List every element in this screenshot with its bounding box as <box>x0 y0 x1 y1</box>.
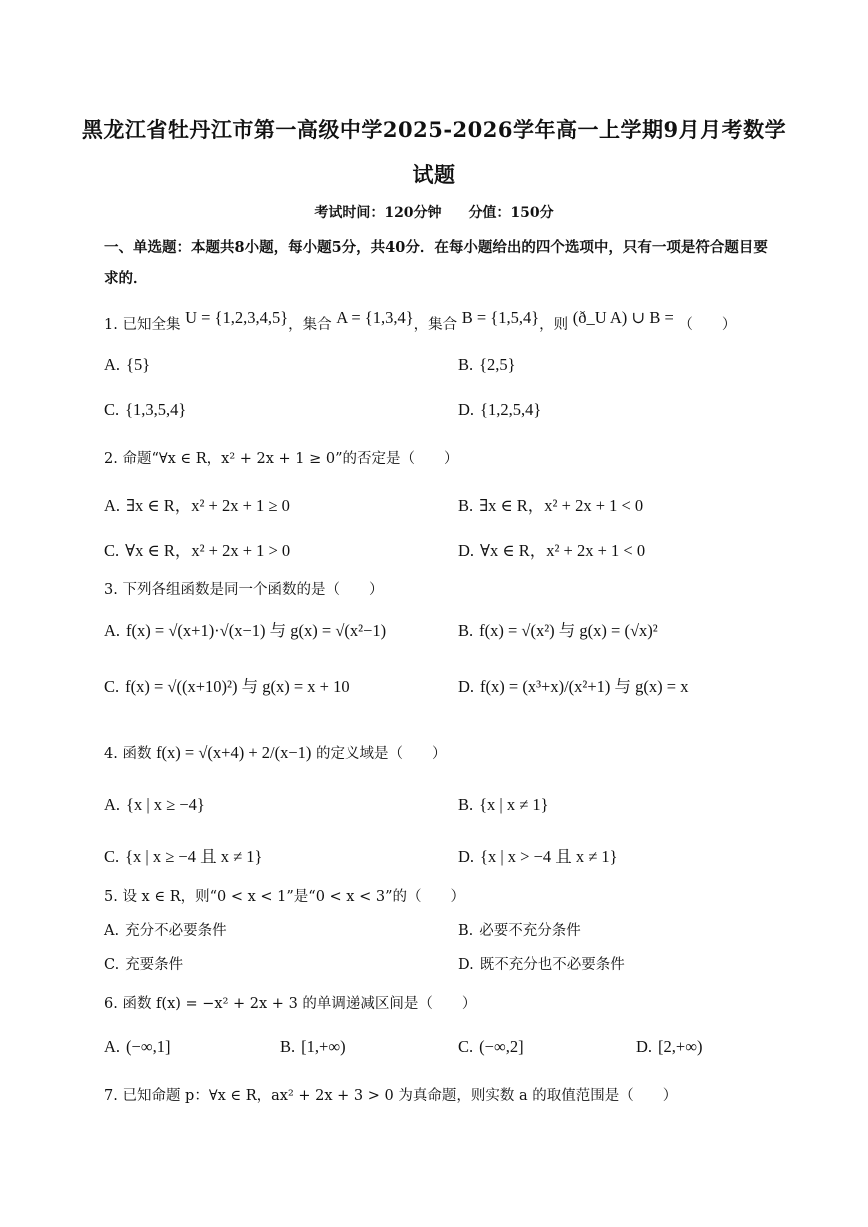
option-b: B. 必要不充分条件 <box>458 923 581 939</box>
option-a: A. 充分不必要条件 <box>104 923 227 939</box>
option-b: B. [1,+∞) <box>280 1037 346 1056</box>
option-value: {5} <box>126 355 151 374</box>
question-number: 4. <box>104 746 118 762</box>
option-c: C. 充要条件 <box>104 957 184 973</box>
option-b: B. f(x) = √(x²) 与 g(x) = (√x)² <box>458 621 658 640</box>
question-number: 7. <box>104 1088 118 1104</box>
question-text: ，集合 <box>413 317 458 333</box>
option-d: D. {x | x > −4 且 x ≠ 1} <box>458 847 618 866</box>
math-universal-set: U = {1,2,3,4,5} <box>185 308 289 327</box>
question-number: 2. <box>104 451 118 467</box>
section-header: 一、单选题：本题共8小题，每小题5分，共40分．在每小题给出的四个选项中，只有一项是符合题目要求的． <box>104 239 768 287</box>
question-6 <box>104 992 476 1013</box>
question-text: 命题“∀x ∈ R，x² + 2x + 1 ≥ 0”的否定是（ ） <box>122 451 459 467</box>
math-set-b: B = {1,5,4} <box>461 308 540 327</box>
option-value: (−∞,2] <box>479 1037 524 1056</box>
question-text: 的定义域是（ ） <box>316 746 447 762</box>
option-value: (−∞,1] <box>126 1037 171 1056</box>
question-text: ，集合 <box>288 317 332 333</box>
option-value: {2,5} <box>479 355 516 374</box>
question-number: 6. <box>104 996 118 1012</box>
option-d: D. ∀x ∈ R，x² + 2x + 1 < 0 <box>458 541 646 560</box>
option-value: 充分不必要条件 <box>125 923 227 939</box>
option-c: C. ∀x ∈ R，x² + 2x + 1 > 0 <box>104 541 291 560</box>
question-7 <box>104 1084 677 1105</box>
math-function: f(x) = √(x+4) + 2/(x−1) <box>156 743 312 762</box>
option-a: A. ∃x ∈ R，x² + 2x + 1 ≥ 0 <box>104 496 290 515</box>
option-value: [2,+∞) <box>658 1037 703 1056</box>
option-a: A. (−∞,1] <box>104 1037 171 1056</box>
option-value: f(x) = √((x+10)²) 与 g(x) = x + 10 <box>125 677 350 696</box>
option-value: {x | x ≥ −4 且 x ≠ 1} <box>125 847 263 866</box>
question-number: 1. <box>104 317 118 333</box>
option-a: A. {x | x ≥ −4} <box>104 795 205 814</box>
option-value: ∀x ∈ R，x² + 2x + 1 > 0 <box>125 541 291 560</box>
option-c: C. {x | x ≥ −4 且 x ≠ 1} <box>104 847 263 866</box>
question-3 <box>104 578 383 599</box>
question-1 <box>104 308 737 334</box>
option-value: ∃x ∈ R，x² + 2x + 1 < 0 <box>479 496 644 515</box>
option-d: D. [2,+∞) <box>636 1037 703 1056</box>
option-value: 充要条件 <box>125 957 184 973</box>
option-d: D. f(x) = (x³+x)/(x²+1) 与 g(x) = x <box>458 677 689 696</box>
exam-time: 考试时间：120分钟 <box>314 205 442 221</box>
question-text: ，则 <box>539 317 569 333</box>
option-b: B. {x | x ≠ 1} <box>458 795 549 814</box>
option-value: {x | x > −4 且 x ≠ 1} <box>480 847 618 866</box>
option-value: {x | x ≠ 1} <box>479 795 549 814</box>
option-c: C. (−∞,2] <box>458 1037 524 1056</box>
option-value: {1,3,5,4} <box>125 400 187 419</box>
option-d: D. 既不充分也不必要条件 <box>458 957 625 973</box>
question-text: 函数 f(x) = −x² + 2x + 3 的单调递减区间是（ ） <box>122 996 477 1012</box>
option-value: {x | x ≥ −4} <box>126 795 205 814</box>
option-value: 既不充分也不必要条件 <box>479 957 625 973</box>
option-a: A. f(x) = √(x+1)·√(x−1) 与 g(x) = √(x²−1) <box>104 621 387 640</box>
option-d: D. {1,2,5,4} <box>458 400 542 419</box>
option-c: C. f(x) = √((x+10)²) 与 g(x) = x + 10 <box>104 677 350 696</box>
option-b: B. {2,5} <box>458 355 516 374</box>
question-text: 下列各组函数是同一个函数的是（ ） <box>122 582 384 598</box>
option-value: 必要不充分条件 <box>479 923 581 939</box>
question-text: 设 x ∈ R，则“0 < x < 1”是“0 < x < 3”的（ ） <box>122 889 465 905</box>
math-set-a: A = {1,3,4} <box>336 308 414 327</box>
question-text: 函数 <box>122 746 152 762</box>
math-expression: (ð_U A) ∪ B = <box>572 308 674 327</box>
option-value: ∀x ∈ R，x² + 2x + 1 < 0 <box>480 541 646 560</box>
exam-meta <box>0 202 868 222</box>
option-value: ∃x ∈ R，x² + 2x + 1 ≥ 0 <box>126 496 290 515</box>
option-value: f(x) = √(x+1)·√(x−1) 与 g(x) = √(x²−1) <box>126 621 387 640</box>
option-c: C. {1,3,5,4} <box>104 400 187 419</box>
question-number: 3. <box>104 582 118 598</box>
option-value: [1,+∞) <box>301 1037 346 1056</box>
answer-blank: （ ） <box>678 317 737 333</box>
question-2 <box>104 447 459 468</box>
question-4 <box>104 742 447 763</box>
option-value: f(x) = √(x²) 与 g(x) = (√x)² <box>479 621 658 640</box>
option-value: f(x) = (x³+x)/(x²+1) 与 g(x) = x <box>480 677 689 696</box>
doc-title-line2: 试题 <box>412 162 456 187</box>
exam-score: 分值：150分 <box>468 205 554 221</box>
question-text: 已知全集 <box>122 317 181 333</box>
option-a: A. {5} <box>104 355 151 374</box>
question-number: 5. <box>104 889 118 905</box>
option-b: B. ∃x ∈ R，x² + 2x + 1 < 0 <box>458 496 644 515</box>
question-text: 已知命题 p：∀x ∈ R，ax² + 2x + 3 > 0 为真命题，则实数 a 的取值范围是（ ） <box>122 1088 678 1104</box>
option-value: {1,2,5,4} <box>480 400 542 419</box>
doc-title-line1: 黑龙江省牡丹江市第一高级中学2025-2026学年高一上学期9月月考数学 <box>81 117 787 142</box>
question-5 <box>104 885 465 906</box>
